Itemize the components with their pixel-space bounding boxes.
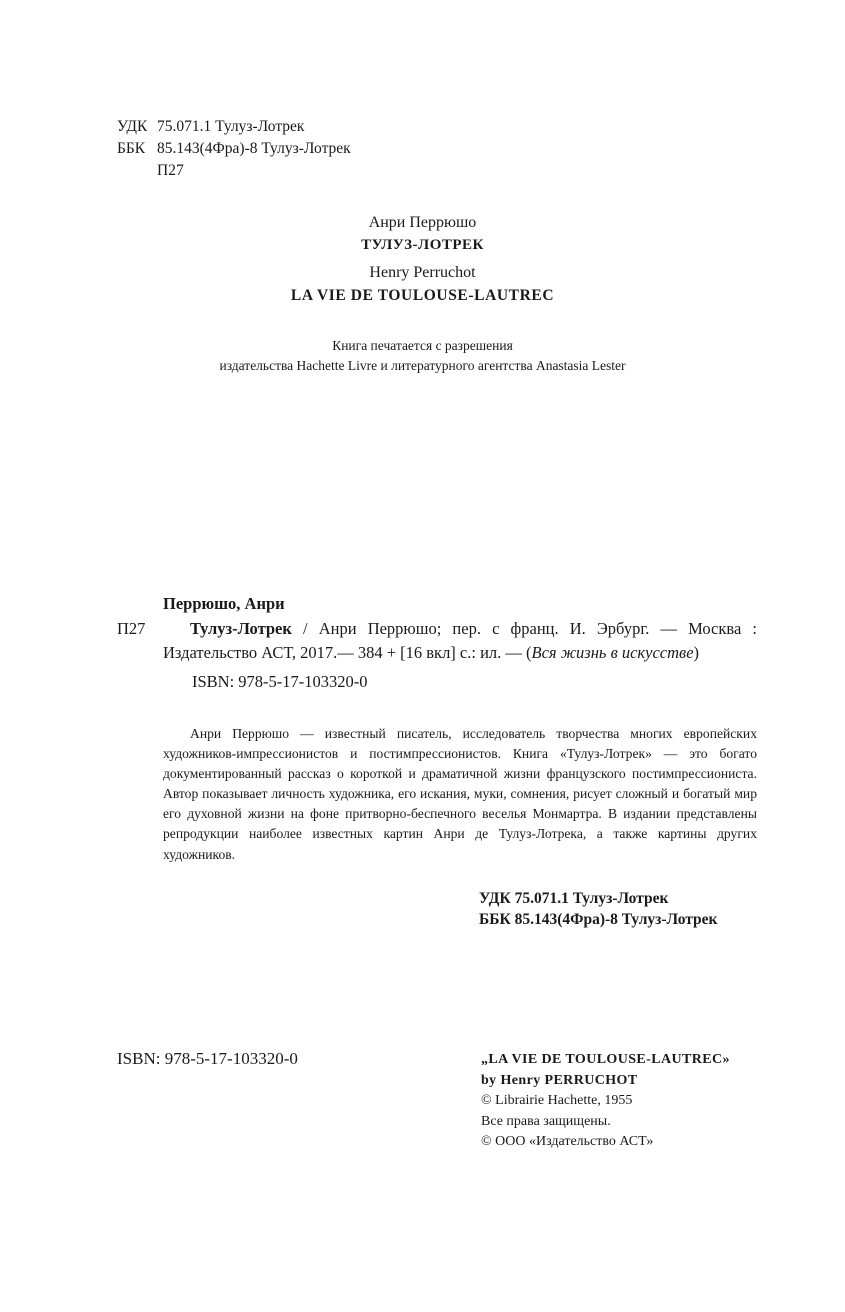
copyright-block bbox=[481, 1050, 730, 1153]
permission-line-2: издательства Hachette Livre и литературного агентства Anastasia Lester bbox=[219, 358, 626, 373]
udk-row bbox=[117, 116, 351, 138]
bbk-bottom: ББК 85.143(4Фра)-8 Тулуз-Лотрек bbox=[479, 911, 718, 928]
bib-author-mark: П27 bbox=[117, 618, 146, 638]
annotation-paragraph: Анри Перрюшо — известный писатель, исследователь творчества многих европейских художников-импрессионистов и постимпрессионистов. Книга «Тулуз-Лотрек» — это богато документированный рассказ о короткой и драматичной жизни французского постимпрессиониста. Автор показывает личность художника, его искания, муки, сомнения, рисует сложный и богатый мир его духовной жизни на фоне притворно-беспечного веселья Монмартра. В издании представлены репродукции наиболее известных картин Анри де Тулуз-Лотрека, а также картины других художников. bbox=[163, 726, 757, 862]
permission-note bbox=[0, 336, 845, 376]
bib-series: Вся жизнь в искусстве bbox=[531, 643, 694, 662]
bib-title: Тулуз-Лотрек bbox=[190, 618, 292, 638]
book-title-ru: ТУЛУЗ-ЛОТРЕК bbox=[361, 237, 484, 253]
udk-value: 75.071.1 Тулуз-Лотрек bbox=[157, 118, 305, 135]
isbn-bottom: ISBN: 978-5-17-103320-0 bbox=[117, 1049, 298, 1068]
author-mark: П27 bbox=[157, 162, 184, 179]
book-title-en: LA VIE DE TOULOUSE-LAUTREC bbox=[290, 287, 555, 304]
bib-author-heading: Перрюшо, Анри bbox=[163, 594, 285, 613]
permission-line-1: Книга печатается с разрешения bbox=[332, 338, 513, 353]
udk-bottom: УДК 75.071.1 Тулуз-Лотрек bbox=[479, 890, 669, 907]
original-copyright: © Librairie Hachette, 1955 bbox=[481, 1093, 633, 1108]
original-author: by Henry PERRUCHOT bbox=[481, 1072, 638, 1088]
original-title: „LA VIE DE TOULOUSE-LAUTREC» bbox=[481, 1052, 730, 1067]
bib-series-close: ) bbox=[693, 643, 700, 662]
udk-label: УДК bbox=[117, 118, 148, 135]
classification-top bbox=[117, 116, 351, 182]
bib-imprint: / Анри Перрюшо; пер. с франц. И. Эрбург. — Москва : Издательство АСТ, 2017.— 384 + [16 вкл] с.: ил. — ( bbox=[163, 618, 757, 662]
classification-bottom bbox=[479, 888, 718, 930]
rights-reserved: Все права защищены. bbox=[481, 1113, 611, 1129]
author-name-ru: Анри Перрюшо bbox=[368, 214, 477, 231]
bibliographic-record bbox=[117, 592, 757, 694]
publisher-copyright: © ООО «Издательство АСТ» bbox=[481, 1134, 654, 1149]
bbk-value: 85.143(4Фра)-8 Тулуз-Лотрек bbox=[157, 140, 351, 157]
author-name-en: Henry Perruchot bbox=[369, 264, 476, 281]
bbk-label: ББК bbox=[117, 140, 146, 157]
bib-description bbox=[163, 617, 757, 666]
bib-isbn: ISBN: 978-5-17-103320-0 bbox=[192, 671, 368, 691]
bbk-row bbox=[117, 138, 351, 160]
